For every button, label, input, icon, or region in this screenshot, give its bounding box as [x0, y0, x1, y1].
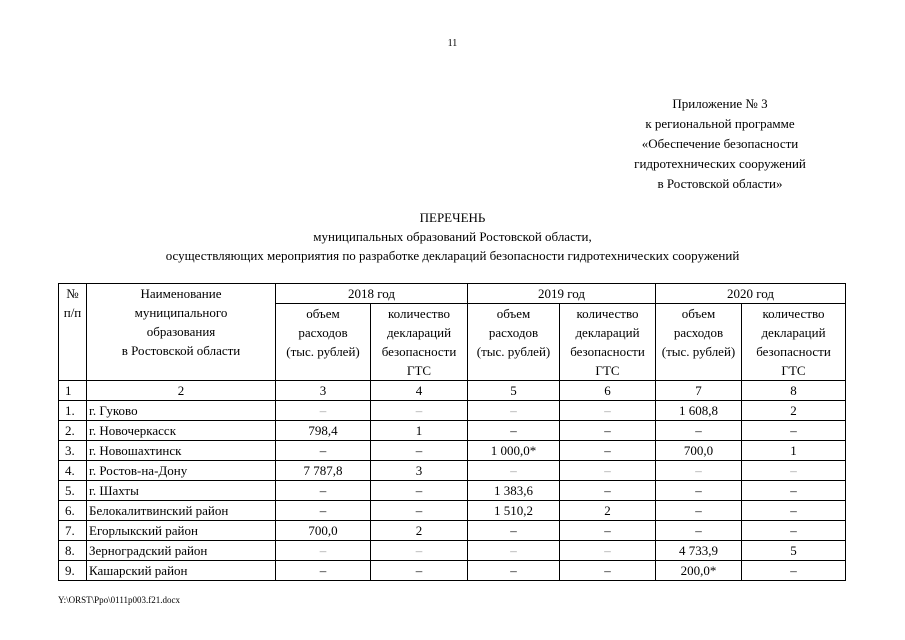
- row-number: 3.: [59, 441, 87, 461]
- row-number: 1.: [59, 401, 87, 421]
- expense-cell: –: [468, 521, 560, 541]
- expense-cell: –: [276, 441, 371, 461]
- municipality-name: Егорлыкский район: [87, 521, 276, 541]
- row-number: 2.: [59, 421, 87, 441]
- column-number-row: [59, 381, 846, 401]
- title-line: осуществляющих мероприятия по разработке деклараций безопасности гидротехнических сооружений: [165, 248, 740, 263]
- page-number: 11: [447, 38, 458, 49]
- expense-cell: –: [656, 421, 742, 441]
- expense-cell: 1 000,0*: [468, 441, 560, 461]
- expense-cell: –: [656, 481, 742, 501]
- declaration-count-cell: –: [560, 521, 656, 541]
- declaration-count-cell: –: [560, 421, 656, 441]
- expense-cell: –: [468, 401, 560, 421]
- header-year-2018: 2018 год: [276, 284, 468, 304]
- appendix-line: в Ростовской области»: [657, 176, 783, 191]
- declaration-count-cell: –: [371, 441, 468, 461]
- column-number: 8: [742, 381, 846, 401]
- row-number: 4.: [59, 461, 87, 481]
- declaration-count-cell: –: [742, 521, 846, 541]
- header-name: Наименование муниципального образования в Ростовской области: [87, 284, 276, 381]
- expense-cell: 700,0: [276, 521, 371, 541]
- table-row: [59, 541, 846, 561]
- expense-cell: –: [468, 421, 560, 441]
- municipality-name: Зерноградский район: [87, 541, 276, 561]
- row-number: 8.: [59, 541, 87, 561]
- declaration-count-cell: –: [742, 461, 846, 481]
- expense-cell: 7 787,8: [276, 461, 371, 481]
- declaration-count-cell: –: [560, 401, 656, 421]
- column-number: 1: [59, 381, 87, 401]
- municipality-name: Кашарский район: [87, 561, 276, 581]
- municipality-name: г. Шахты: [87, 481, 276, 501]
- municipalities-table: [58, 283, 846, 581]
- column-number: 7: [656, 381, 742, 401]
- expense-cell: 798,4: [276, 421, 371, 441]
- expense-cell: –: [468, 561, 560, 581]
- document-title: [0, 208, 905, 265]
- declaration-count-cell: –: [742, 501, 846, 521]
- row-number: 5.: [59, 481, 87, 501]
- table-row: [59, 501, 846, 521]
- row-number: 9.: [59, 561, 87, 581]
- declaration-count-cell: 1: [742, 441, 846, 461]
- expense-cell: –: [656, 521, 742, 541]
- expense-cell: 4 733,9: [656, 541, 742, 561]
- header-year-2019: 2019 год: [468, 284, 656, 304]
- header-row-years: [59, 284, 846, 304]
- table-row: [59, 421, 846, 441]
- header-count: количество деклараций безопасности ГТС: [560, 304, 656, 381]
- header-num: № п/п: [59, 284, 87, 381]
- declaration-count-cell: –: [742, 481, 846, 501]
- declaration-count-cell: –: [560, 481, 656, 501]
- header-expense: объем расходов (тыс. рублей): [276, 304, 371, 381]
- table-row: [59, 401, 846, 421]
- municipality-name: Белокалитвинский район: [87, 501, 276, 521]
- title-heading: ПЕРЕЧЕНЬ: [419, 210, 486, 225]
- row-number: 7.: [59, 521, 87, 541]
- appendix-line: гидротехнических сооружений: [634, 156, 806, 171]
- header-count: количество деклараций безопасности ГТС: [371, 304, 468, 381]
- declaration-count-cell: 2: [742, 401, 846, 421]
- expense-cell: –: [276, 401, 371, 421]
- municipality-name: г. Новочеркасск: [87, 421, 276, 441]
- column-number: 2: [87, 381, 276, 401]
- column-number: 3: [276, 381, 371, 401]
- municipality-name: г. Новошахтинск: [87, 441, 276, 461]
- header-expense: объем расходов (тыс. рублей): [468, 304, 560, 381]
- declaration-count-cell: 2: [371, 521, 468, 541]
- declaration-count-cell: –: [371, 481, 468, 501]
- row-number: 6.: [59, 501, 87, 521]
- declaration-count-cell: 5: [742, 541, 846, 561]
- expense-cell: –: [656, 461, 742, 481]
- table-row: [59, 561, 846, 581]
- expense-cell: 1 510,2: [468, 501, 560, 521]
- expense-cell: 700,0: [656, 441, 742, 461]
- column-number: 4: [371, 381, 468, 401]
- expense-cell: –: [276, 481, 371, 501]
- title-line: муниципальных образований Ростовской области,: [313, 229, 592, 244]
- declaration-count-cell: –: [371, 501, 468, 521]
- expense-cell: –: [656, 501, 742, 521]
- appendix-block: [600, 94, 840, 194]
- expense-cell: –: [276, 561, 371, 581]
- appendix-line: Приложение № 3: [672, 96, 768, 111]
- expense-cell: 1 383,6: [468, 481, 560, 501]
- header-count: количество деклараций безопасности ГТС: [742, 304, 846, 381]
- declaration-count-cell: 2: [560, 501, 656, 521]
- expense-cell: –: [468, 461, 560, 481]
- column-number: 6: [560, 381, 656, 401]
- expense-cell: –: [276, 501, 371, 521]
- table-row: [59, 481, 846, 501]
- header-expense: объем расходов (тыс. рублей): [656, 304, 742, 381]
- table-row: [59, 461, 846, 481]
- declaration-count-cell: –: [560, 441, 656, 461]
- declaration-count-cell: –: [742, 421, 846, 441]
- declaration-count-cell: –: [560, 541, 656, 561]
- declaration-count-cell: 1: [371, 421, 468, 441]
- declaration-count-cell: –: [371, 401, 468, 421]
- declaration-count-cell: –: [371, 541, 468, 561]
- expense-cell: –: [468, 541, 560, 561]
- municipality-name: г. Гуково: [87, 401, 276, 421]
- expense-cell: 200,0*: [656, 561, 742, 581]
- municipality-name: г. Ростов-на-Дону: [87, 461, 276, 481]
- appendix-line: «Обеспечение безопасности: [641, 136, 799, 151]
- declaration-count-cell: –: [742, 561, 846, 581]
- column-number: 5: [468, 381, 560, 401]
- declaration-count-cell: –: [371, 561, 468, 581]
- table-row: [59, 441, 846, 461]
- expense-cell: –: [276, 541, 371, 561]
- expense-cell: 1 608,8: [656, 401, 742, 421]
- declaration-count-cell: 3: [371, 461, 468, 481]
- declaration-count-cell: –: [560, 561, 656, 581]
- header-year-2020: 2020 год: [656, 284, 846, 304]
- appendix-line: к региональной программе: [645, 116, 795, 131]
- table-row: [59, 521, 846, 541]
- declaration-count-cell: –: [560, 461, 656, 481]
- file-path: Y:\ORST\Ppo\0111p003.f21.docx: [58, 595, 181, 605]
